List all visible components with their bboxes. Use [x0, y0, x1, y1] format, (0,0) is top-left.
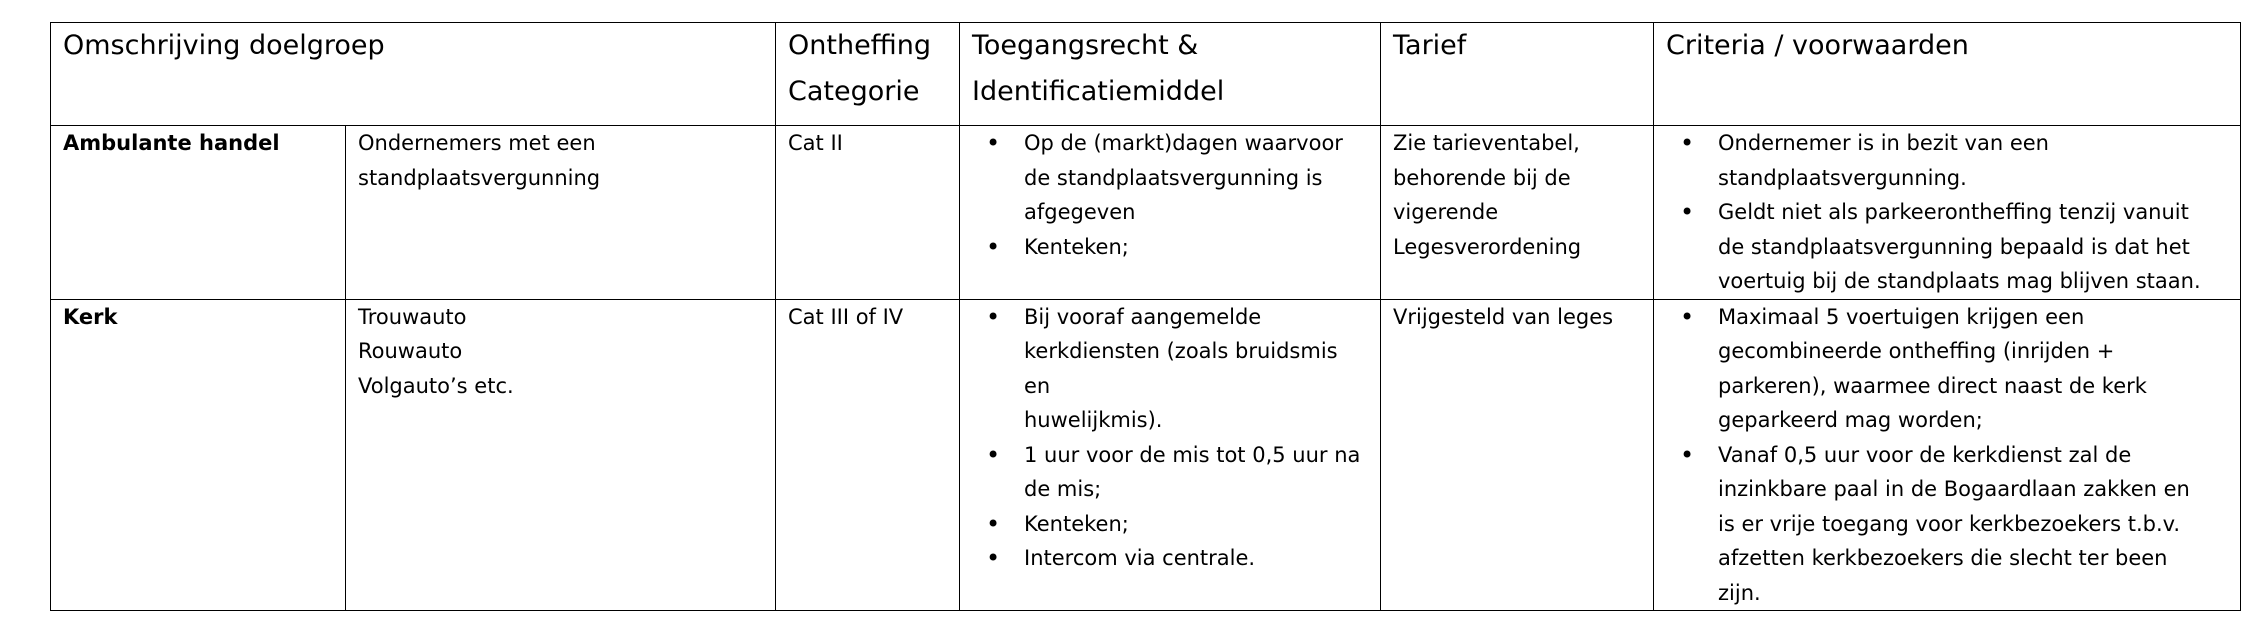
- criteria-list: [1666, 300, 2228, 611]
- group-cell: Kerk: [51, 299, 346, 611]
- access-list: [972, 300, 1368, 576]
- criteria-cell: [1654, 299, 2241, 611]
- list-item: • Intercom via centrale.: [972, 541, 1368, 576]
- criteria-list: [1666, 126, 2228, 299]
- category-cell: Cat III of IV: [776, 299, 960, 611]
- list-item: • Maximaal 5 voertuigen krijgen een gecombineerde ontheffing (inrijden + parkeren), waarmee direct naast de kerk geparkeerd mag worden;: [1666, 300, 2228, 438]
- table-row: [51, 299, 2241, 611]
- access-cell: [960, 299, 1381, 611]
- description-cell: Ondernemers met een standplaatsvergunning: [346, 126, 776, 300]
- tariff-cell: Vrijgesteld van leges: [1381, 299, 1654, 611]
- category-cell: Cat II: [776, 126, 960, 300]
- list-item: • Kenteken;: [972, 507, 1368, 542]
- exemption-table: [50, 22, 2241, 611]
- header-toegangsrecht: Toegangsrecht & Identificatiemiddel: [960, 23, 1381, 126]
- header-tarief: Tarief: [1381, 23, 1654, 126]
- list-item: • Bij vooraf aangemelde kerkdiensten (zoals bruidsmis en huwelijkmis).: [972, 300, 1368, 438]
- list-item: • Kenteken;: [972, 230, 1368, 265]
- list-item: • Op de (markt)dagen waarvoor de standplaatsvergunning is afgegeven: [972, 126, 1368, 230]
- list-item: • Vanaf 0,5 uur voor de kerkdienst zal de inzinkbare paal in de Bogaardlaan zakken en is er vrije toegang voor kerkbezoekers t.b.v. afzetten kerkbezoekers die slecht ter been zijn.: [1666, 438, 2228, 611]
- table-row: [51, 126, 2241, 300]
- access-list: [972, 126, 1368, 264]
- header-ontheffing: Ontheffing Categorie: [776, 23, 960, 126]
- group-cell: Ambulante handel: [51, 126, 346, 300]
- list-item: • Geldt niet als parkeerontheffing tenzij vanuit de standplaatsvergunning bepaald is dat het voertuig bij de standplaats mag blijven staan.: [1666, 195, 2228, 299]
- header-row: [51, 23, 2241, 126]
- list-item: • 1 uur voor de mis tot 0,5 uur na de mis;: [972, 438, 1368, 507]
- tariff-cell: Zie tarieventabel, behorende bij de vigerende Legesverordening: [1381, 126, 1654, 300]
- list-item: • Ondernemer is in bezit van een standplaatsvergunning.: [1666, 126, 2228, 195]
- criteria-cell: [1654, 126, 2241, 300]
- header-criteria: Criteria / voorwaarden: [1654, 23, 2241, 126]
- description-cell: Trouwauto Rouwauto Volgauto’s etc.: [346, 299, 776, 611]
- header-doelgroep: Omschrijving doelgroep: [51, 23, 776, 126]
- access-cell: [960, 126, 1381, 300]
